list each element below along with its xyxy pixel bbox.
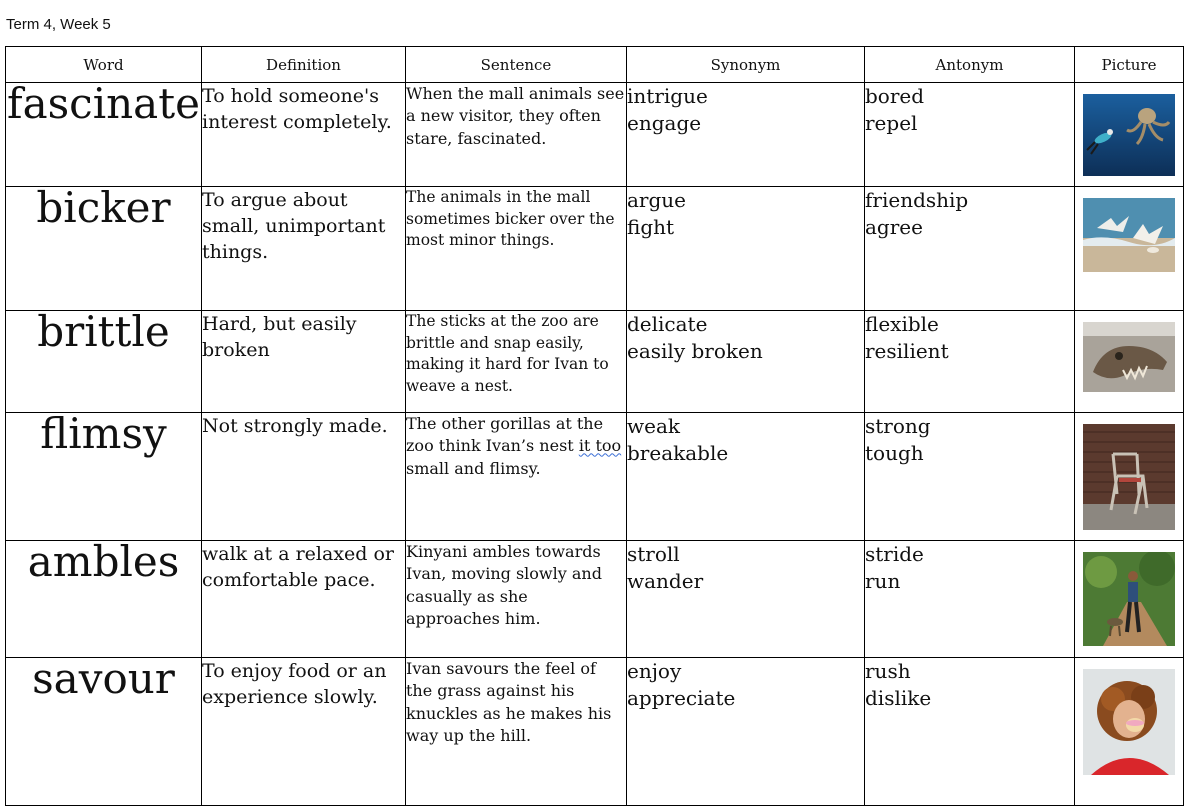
synonym-cell [627, 187, 865, 311]
antonym: stride [865, 542, 924, 566]
woman-walking-dog-photo[interactable] [1083, 552, 1175, 646]
column-header-sentence: Sentence [406, 47, 627, 83]
sentence-cell: The sticks at the zoo are brittle and snap easily, making it hard for Ivan to weave a nest. [406, 311, 627, 413]
word-cell: savour [6, 658, 202, 806]
definition-cell: To argue about small, unimportant things. [202, 187, 406, 311]
synonym: engage [627, 111, 702, 135]
antonym: rush [865, 659, 911, 683]
definition-cell: walk at a relaxed or comfortable pace. [202, 541, 406, 658]
picture-cell [1075, 187, 1184, 311]
sentence-cell [406, 413, 627, 541]
sentence-cell: The animals in the mall sometimes bicker over the most minor things. [406, 187, 627, 311]
antonym: tough [865, 441, 924, 465]
synonym: breakable [627, 441, 729, 465]
antonym: run [865, 569, 901, 593]
synonym-cell [627, 83, 865, 187]
antonym: strong [865, 414, 931, 438]
antonym-cell [865, 311, 1075, 413]
column-header-antonym: Antonym [865, 47, 1075, 83]
word-cell: brittle [6, 311, 202, 413]
sentence-cell: Kinyani ambles towards Ivan, moving slowly and casually as she approaches him. [406, 541, 627, 658]
antonym: bored [865, 84, 925, 108]
synonym: argue [627, 188, 687, 212]
sentence-text: small and flimsy. [406, 458, 541, 478]
antonym: repel [865, 111, 918, 135]
column-header-definition: Definition [202, 47, 406, 83]
diver-octopus-photo[interactable] [1083, 94, 1175, 176]
picture-cell [1075, 541, 1184, 658]
word-cell: bicker [6, 187, 202, 311]
definition-cell: To enjoy food or an experience slowly. [202, 658, 406, 806]
word-cell: fascinate [6, 83, 202, 187]
word-cell: flimsy [6, 413, 202, 541]
synonym-cell [627, 413, 865, 541]
synonym: intrigue [627, 84, 708, 108]
table-row [6, 658, 1184, 806]
seagulls-photo[interactable] [1083, 198, 1175, 272]
antonym-cell [865, 413, 1075, 541]
synonym: stroll [627, 542, 680, 566]
synonym: fight [627, 215, 675, 239]
antonym: friendship [865, 188, 969, 212]
column-header-word: Word [6, 47, 202, 83]
antonym-cell [865, 187, 1075, 311]
antonym-cell [865, 83, 1075, 187]
sentence-text: The other gorillas at the zoo think Ivan’s nest [406, 414, 604, 456]
woman-eating-donut-photo[interactable] [1083, 669, 1175, 775]
antonym: dislike [865, 686, 932, 710]
picture-cell [1075, 83, 1184, 187]
column-header-synonym: Synonym [627, 47, 865, 83]
picture-cell [1075, 413, 1184, 541]
word-cell: ambles [6, 541, 202, 658]
synonym-cell [627, 541, 865, 658]
antonym: flexible [865, 312, 939, 336]
picture-cell [1075, 658, 1184, 806]
synonym: delicate [627, 312, 708, 336]
table-row [6, 413, 1184, 541]
definition-cell: Hard, but easily broken [202, 311, 406, 413]
synonym: weak [627, 414, 680, 438]
vocabulary-table [5, 46, 1184, 806]
header-row [6, 47, 1184, 83]
antonym-cell [865, 541, 1075, 658]
spelling-flag[interactable]: it too [578, 436, 622, 456]
synonym-cell [627, 658, 865, 806]
broken-chair-photo[interactable] [1083, 424, 1175, 530]
antonym: agree [865, 215, 923, 239]
synonym-cell [627, 311, 865, 413]
table-row [6, 187, 1184, 311]
picture-cell [1075, 311, 1184, 413]
table-row [6, 541, 1184, 658]
antonym: resilient [865, 339, 949, 363]
sentence-cell: When the mall animals see a new visitor, they often stare, fascinated. [406, 83, 627, 187]
synonym: enjoy [627, 659, 682, 683]
definition-cell: To hold someone's interest completely. [202, 83, 406, 187]
page-header: Term 4, Week 5 [6, 16, 111, 33]
synonym: appreciate [627, 686, 736, 710]
column-header-picture: Picture [1075, 47, 1184, 83]
synonym: wander [627, 569, 704, 593]
table-row [6, 311, 1184, 413]
dinosaur-skull-photo[interactable] [1083, 322, 1175, 392]
sentence-cell: Ivan savours the feel of the grass against his knuckles as he makes his way up the hill. [406, 658, 627, 806]
table-row [6, 83, 1184, 187]
antonym-cell [865, 658, 1075, 806]
synonym: easily broken [627, 339, 763, 363]
definition-cell: Not strongly made. [202, 413, 406, 541]
